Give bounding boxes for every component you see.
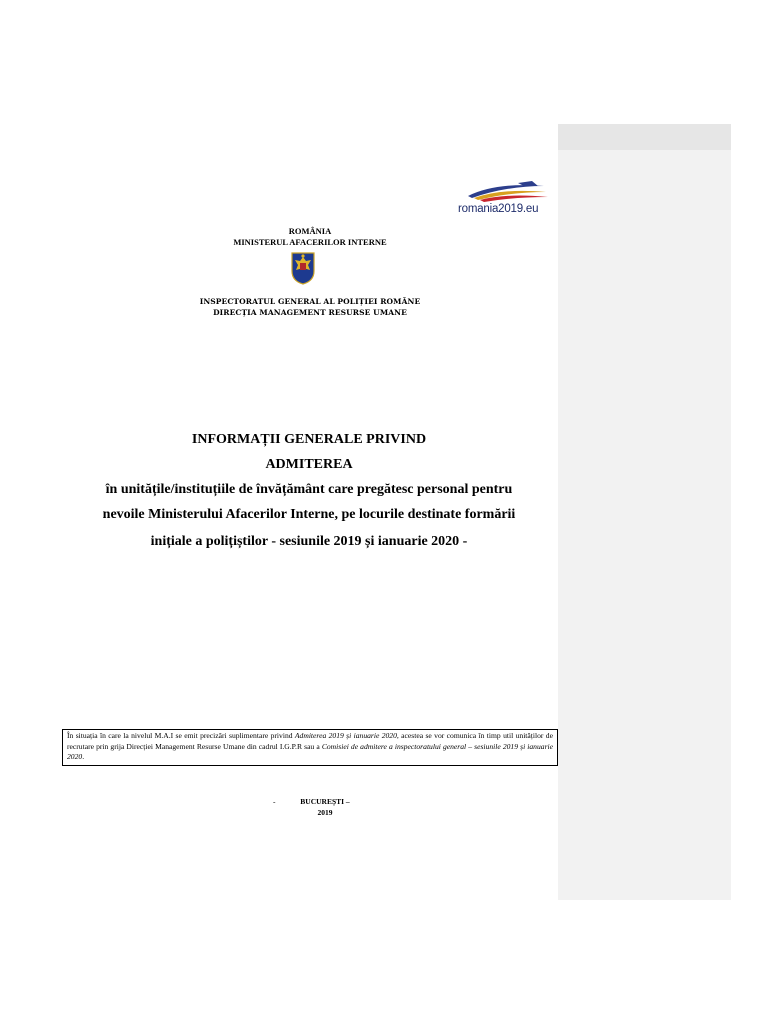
notice-italic-1: Admiterea 2019 și ianuarie 2020 bbox=[294, 731, 397, 740]
comment-pane bbox=[558, 124, 731, 900]
notice-text-1: În situația în care la nivelul M.A.I se emit precizări suplimentare privind bbox=[67, 731, 295, 740]
header-block bbox=[150, 226, 470, 248]
inspectorate-name: INSPECTORATUL GENERAL AL POLIȚIEI ROMÂNE bbox=[199, 297, 421, 306]
notice-text-3: . bbox=[82, 752, 85, 762]
document-title bbox=[62, 431, 556, 551]
country-name: ROMÂNIA bbox=[288, 226, 332, 236]
romania2019-logo bbox=[456, 180, 558, 220]
title-line-1: INFORMAȚII GENERALE PRIVIND bbox=[191, 432, 427, 447]
notice-box bbox=[62, 729, 558, 766]
logo-text: romania2019.eu bbox=[458, 203, 539, 215]
footer-block bbox=[270, 796, 380, 818]
footer-city: BUCUREȘTI – bbox=[300, 797, 350, 806]
footer-dash: - bbox=[273, 797, 276, 806]
ministry-name: MINISTERUL AFACERILOR INTERNE bbox=[233, 237, 387, 247]
police-crest-icon bbox=[290, 251, 316, 285]
directorate-name: DIRECȚIA MANAGEMENT RESURSE UMANE bbox=[213, 307, 407, 317]
notice-text-2: , acestea se vor comunica în timp util unităților de recrutare prin grija Direcției Management Resurse Umane din cadrul I.G.P.R sau a bbox=[67, 731, 553, 751]
title-line-2: ADMITEREA bbox=[265, 457, 353, 472]
comment-pane-header bbox=[558, 124, 731, 150]
notice-italic-2: Comisiei de admitere a inspectoratului general – sesiunile 2019 și ianuarie 2020 bbox=[67, 741, 554, 762]
footer-year: 2019 bbox=[317, 808, 333, 817]
title-line-3: în unitățile/instituțiile de învățământ care pregătesc personal pentru bbox=[105, 482, 513, 497]
eu-presidency-swoosh-icon bbox=[466, 180, 548, 204]
institution-block bbox=[150, 297, 470, 318]
title-line-5: inițiale a polițiștilor - sesiunile 2019 și ianuarie 2020 - bbox=[150, 534, 468, 549]
title-line-4: nevoile Ministerului Afacerilor Interne, pe locurile destinate formării bbox=[102, 507, 516, 522]
